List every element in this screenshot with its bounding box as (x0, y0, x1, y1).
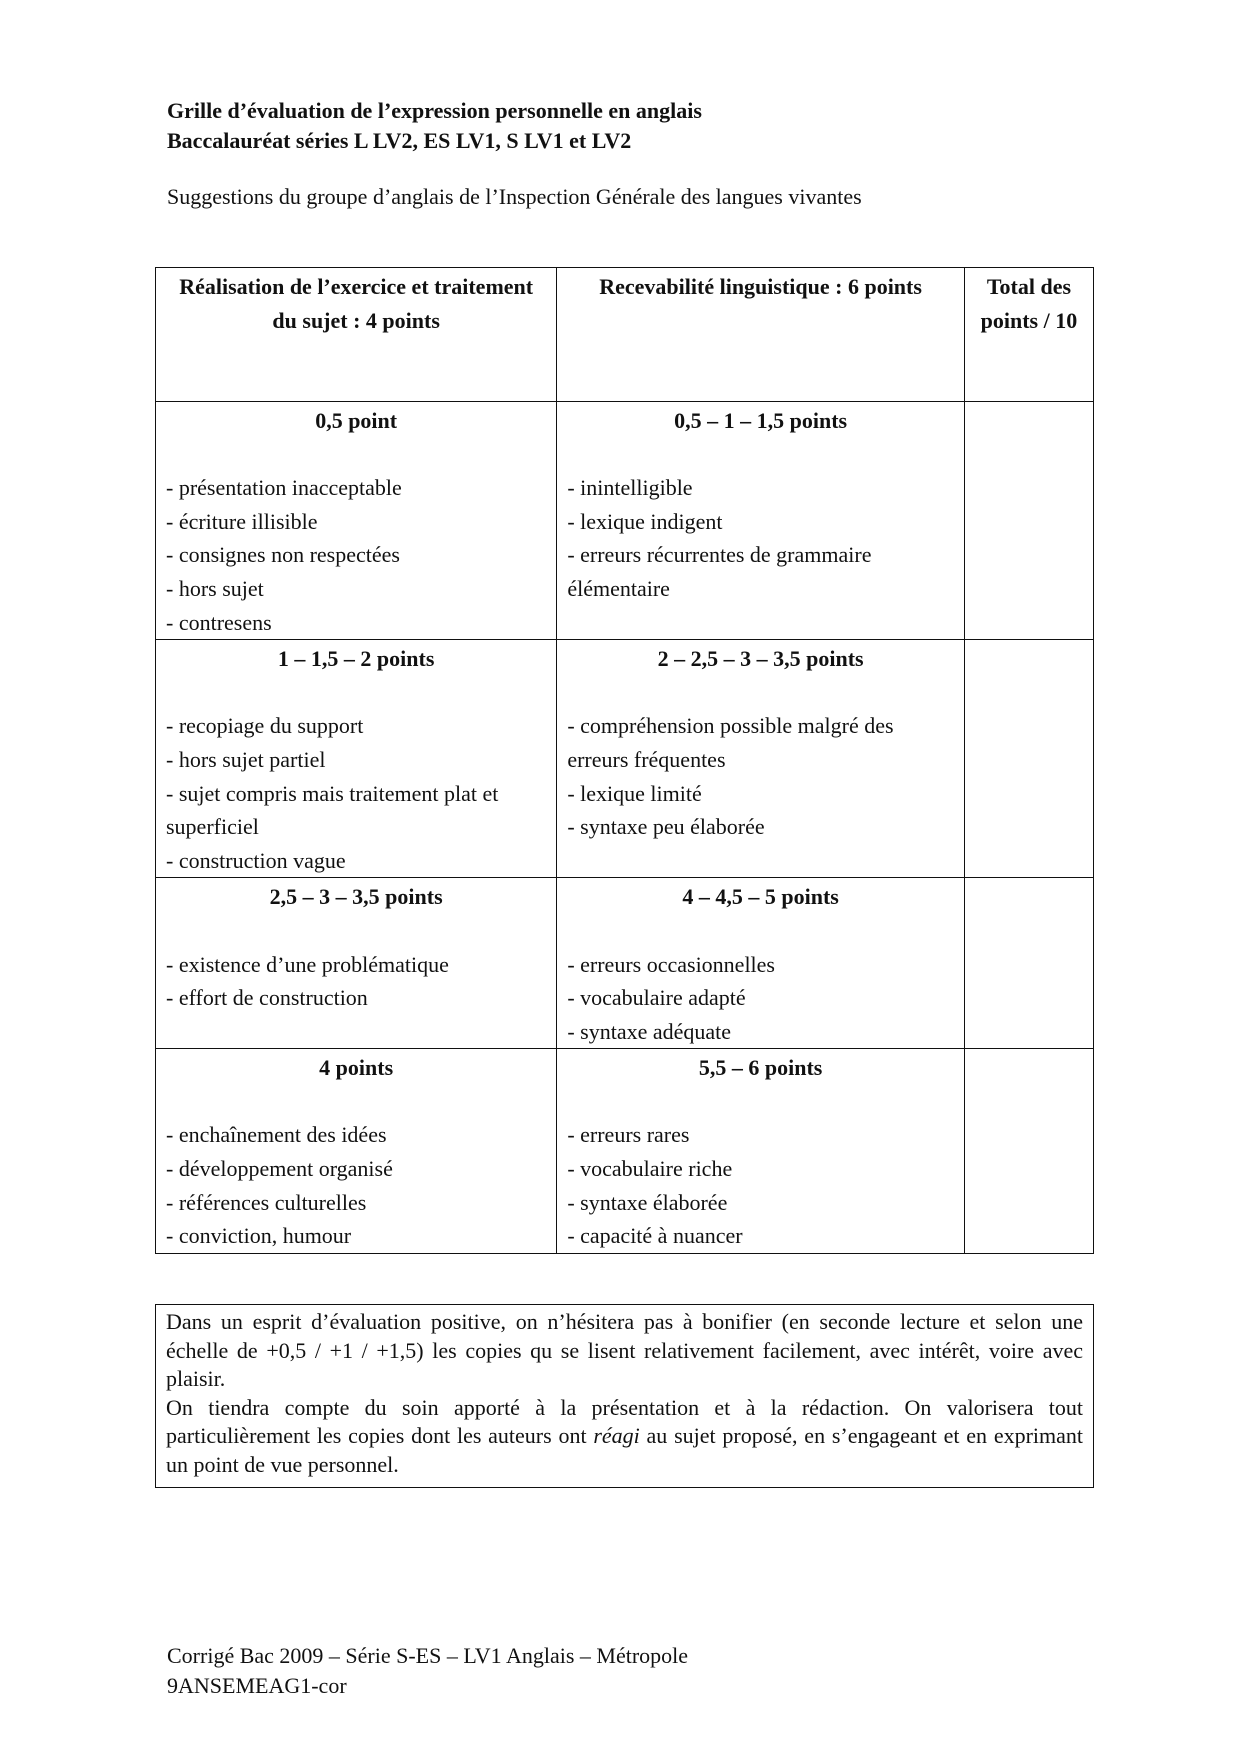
criterion: - erreurs récurrentes de grammaire élémentaire (567, 542, 872, 601)
score-label: 4 – 4,5 – 5 points (682, 884, 839, 910)
total-cell[interactable] (964, 640, 1093, 878)
header-recevabilite: Recevabilité linguistique : 6 points (557, 268, 965, 402)
score-label: 5,5 – 6 points (698, 1055, 823, 1081)
document-title (167, 96, 702, 156)
criterion: - effort de construction (166, 985, 368, 1011)
score-label: 2,5 – 3 – 3,5 points (269, 884, 443, 910)
document-subtitle: Suggestions du groupe d’anglais de l’Inspection Générale des langues vivantes (167, 184, 862, 209)
recevabilite-cell (557, 402, 965, 640)
note-text: On tiendra compte du soin apporté à la présentation et à la rédaction. On valorisera tout particulièrement les copies dont les auteurs ont (166, 1394, 1083, 1448)
criterion: - enchaînement des idées (166, 1122, 387, 1148)
criterion: - construction vague (166, 847, 346, 873)
criterion: - lexique indigent (567, 508, 723, 534)
criterion: - syntaxe élaborée (567, 1189, 728, 1215)
criterion: - lexique limité (567, 780, 702, 806)
note-paragraph-2 (166, 1394, 1083, 1480)
criterion: - vocabulaire riche (567, 1156, 733, 1182)
criterion: - syntaxe peu élaborée (567, 814, 765, 840)
criterion: - erreurs rares (567, 1122, 690, 1148)
criterion: - syntaxe adéquate (567, 1018, 732, 1044)
table-row (156, 878, 1094, 1049)
criterion: - sujet compris mais traitement plat et superficiel (166, 780, 499, 840)
total-cell[interactable] (964, 1049, 1093, 1254)
note-emphasis: réagi (593, 1423, 640, 1448)
criterion: - vocabulaire adapté (567, 985, 746, 1011)
criterion: - contresens (166, 609, 272, 635)
table-row (156, 402, 1094, 640)
recevabilite-cell (557, 1049, 965, 1254)
recevabilite-cell (557, 878, 965, 1049)
page-footer (167, 1641, 688, 1701)
score-label: 0,5 point (315, 408, 398, 433)
criterion: - conviction, humour (166, 1223, 352, 1249)
header-row (156, 268, 1094, 402)
total-cell[interactable] (964, 878, 1093, 1049)
score-label: 0,5 – 1 – 1,5 points (674, 408, 848, 433)
score-label: 1 – 1,5 – 2 points (277, 646, 435, 672)
note-paragraph-1: Dans un esprit d’évaluation positive, on n’hésitera pas à bonifier (en seconde lecture et selon une échelle de +0,5 / +1 / +1,5) les copies qu se lisent relativement facilement, avec intérêt, voire avec plaisir. (166, 1309, 1083, 1391)
criterion: - erreurs occasionnelles (567, 951, 775, 977)
evaluation-grid (155, 267, 1094, 1254)
criterion: - compréhension possible malgré des erreurs fréquentes (567, 713, 894, 772)
header-total: Total des points / 10 (964, 268, 1093, 402)
score-label: 4 points (319, 1055, 394, 1081)
realisation-cell (156, 640, 557, 878)
footer-line-2: 9ANSEMEAG1-cor (167, 1673, 347, 1698)
header-realisation: Réalisation de l’exercice et traitement du sujet : 4 points (156, 268, 557, 402)
total-cell[interactable] (964, 402, 1093, 640)
score-label: 2 – 2,5 – 3 – 3,5 points (657, 646, 864, 672)
realisation-cell (156, 1049, 557, 1254)
bonus-note (155, 1304, 1094, 1488)
criterion: - existence d’une problématique (166, 951, 449, 977)
criterion: - présentation inacceptable (166, 475, 402, 501)
criterion: - recopiage du support (166, 713, 364, 739)
criterion: - hors sujet partiel (166, 746, 326, 772)
criterion: - capacité à nuancer (567, 1223, 743, 1249)
title-line-1: Grille d’évaluation de l’expression personnelle en anglais (167, 98, 702, 123)
criterion: - références culturelles (166, 1189, 367, 1215)
criterion: - consignes non respectées (166, 542, 400, 568)
criterion: - développement organisé (166, 1156, 393, 1182)
criterion: - inintelligible (567, 475, 693, 501)
table-row (156, 1049, 1094, 1254)
footer-line-1: Corrigé Bac 2009 – Série S-ES – LV1 Anglais – Métropole (167, 1643, 689, 1668)
realisation-cell (156, 878, 557, 1049)
criterion: - hors sujet (166, 575, 264, 601)
criterion: - écriture illisible (166, 508, 318, 534)
title-line-2: Baccalauréat séries L LV2, ES LV1, S LV1 et LV2 (167, 128, 632, 153)
realisation-cell (156, 402, 557, 640)
note-text: au sujet proposé, en s’engageant et en exprimant un point de vue personnel. (166, 1423, 1084, 1477)
table-row (156, 640, 1094, 878)
recevabilite-cell (557, 640, 965, 878)
